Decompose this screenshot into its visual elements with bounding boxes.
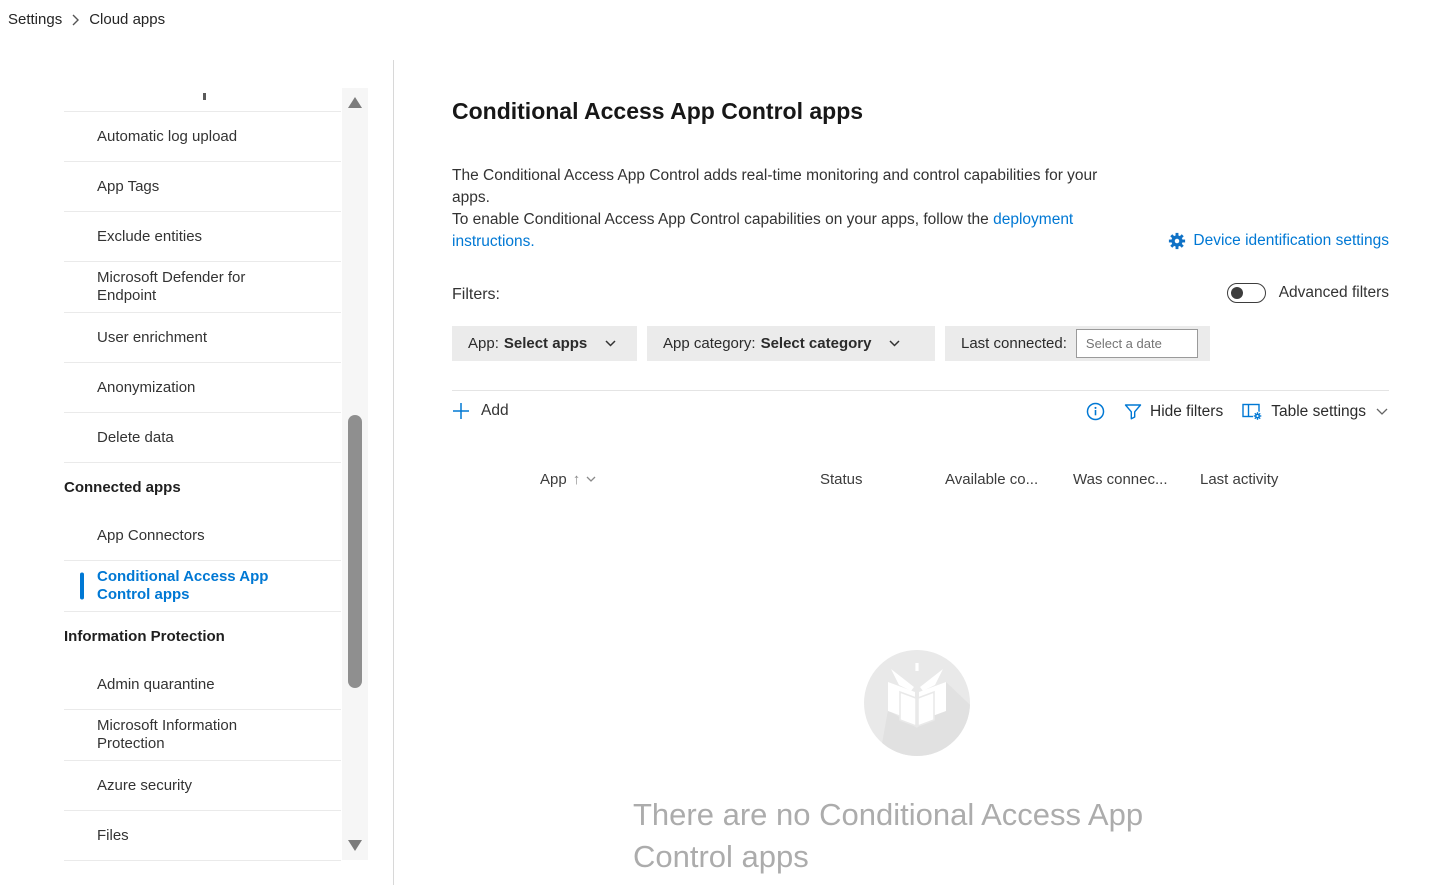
device-identification-settings-link[interactable]: Device identification settings	[1168, 232, 1389, 250]
scrollbar-down-arrow[interactable]	[348, 840, 362, 851]
selected-indicator-bar	[80, 573, 84, 600]
table-settings-button[interactable]: Table settings	[1242, 402, 1388, 421]
column-header-was-connected: Was connec...	[1073, 471, 1168, 488]
deployment-instructions-link[interactable]: deployment instructions.	[452, 211, 1074, 250]
description-line-1: The Conditional Access App Control adds real-time monitoring and control capabilities for your apps.	[452, 167, 1098, 206]
toolbar-divider	[452, 390, 1389, 391]
sidebar-item-automatic-log-upload[interactable]: Automatic log upload	[64, 112, 341, 162]
sidebar-item-app-connectors[interactable]: App Connectors	[64, 511, 341, 561]
chevron-down-icon	[1376, 408, 1388, 416]
gear-icon	[1168, 232, 1186, 250]
column-header-app[interactable]: App ↑	[540, 471, 596, 488]
last-connected-date-input[interactable]	[1076, 329, 1198, 358]
sidebar-item-azure-security[interactable]: Azure security	[64, 761, 341, 811]
sidebar-item-app-tags[interactable]: App Tags	[64, 162, 341, 212]
clipped-text-fragment	[203, 93, 206, 100]
sidebar-section-information-protection: Information Protection	[64, 627, 225, 645]
content-divider	[393, 60, 394, 885]
sidebar-item-microsoft-information-protection[interactable]: Microsoft Information Protection	[64, 710, 341, 761]
sidebar-item-conditional-access-app-control-apps[interactable]: Conditional Access App Control apps	[64, 561, 341, 612]
sidebar-scrollbar[interactable]	[342, 88, 368, 860]
plus-icon	[452, 402, 470, 420]
sidebar-item-user-enrichment[interactable]: User enrichment	[64, 313, 341, 363]
sidebar-item-anonymization[interactable]: Anonymization	[64, 363, 341, 413]
advanced-filters-label: Advanced filters	[1278, 284, 1389, 301]
sidebar-item-microsoft-defender-for-endpoint[interactable]: Microsoft Defender for Endpoint	[64, 262, 341, 313]
chevron-right-icon	[71, 14, 80, 26]
filter-funnel-icon	[1124, 403, 1142, 421]
filter-app-dropdown[interactable]: App: Select apps	[452, 326, 637, 361]
breadcrumb-settings[interactable]: Settings	[8, 11, 63, 28]
info-icon[interactable]	[1086, 402, 1105, 421]
add-button[interactable]: Add	[452, 402, 509, 420]
filters-label: Filters:	[452, 286, 500, 303]
sidebar-item-admin-quarantine[interactable]: Admin quarantine	[64, 660, 341, 710]
advanced-filters-toggle[interactable]	[1227, 283, 1266, 303]
empty-state-icon	[864, 650, 970, 756]
table-toolbar	[1086, 402, 1388, 421]
column-header-available-controls: Available co...	[945, 471, 1039, 488]
chevron-down-icon	[586, 476, 596, 483]
sidebar-item-delete-data[interactable]: Delete data	[64, 413, 341, 463]
sidebar-section-connected-apps: Connected apps	[64, 478, 181, 496]
hide-filters-button[interactable]: Hide filters	[1124, 403, 1223, 421]
advanced-filters-control	[1227, 283, 1389, 303]
sort-ascending-icon: ↑	[572, 471, 581, 488]
sidebar-item-exclude-entities[interactable]: Exclude entities	[64, 212, 341, 262]
column-header-last-activity: Last activity	[1200, 471, 1279, 488]
table-settings-icon	[1242, 402, 1263, 421]
sidebar-item-clipped[interactable]	[64, 85, 341, 112]
chevron-down-icon	[605, 340, 616, 347]
page-title: Conditional Access App Control apps	[452, 98, 864, 124]
column-header-status: Status	[820, 471, 863, 488]
empty-state-message: There are no Conditional Access App Control apps	[633, 797, 1144, 874]
scrollbar-thumb[interactable]	[348, 415, 362, 688]
scrollbar-up-arrow[interactable]	[348, 97, 362, 108]
filter-pills-row	[452, 326, 1210, 361]
breadcrumb-cloud-apps[interactable]: Cloud apps	[89, 11, 166, 28]
filter-app-category-dropdown[interactable]: App category: Select category	[647, 326, 935, 361]
chevron-down-icon	[889, 340, 900, 347]
sidebar-item-files[interactable]: Files	[64, 811, 341, 861]
description-line-2: To enable Conditional Access App Control capabilities on your apps, follow the deployment instructions.	[452, 211, 1074, 250]
settings-sidebar	[64, 85, 341, 861]
breadcrumb	[8, 11, 165, 28]
page-description	[452, 165, 1128, 253]
filter-last-connected: Last connected: Select a date	[945, 326, 1210, 361]
toggle-knob	[1231, 287, 1243, 299]
